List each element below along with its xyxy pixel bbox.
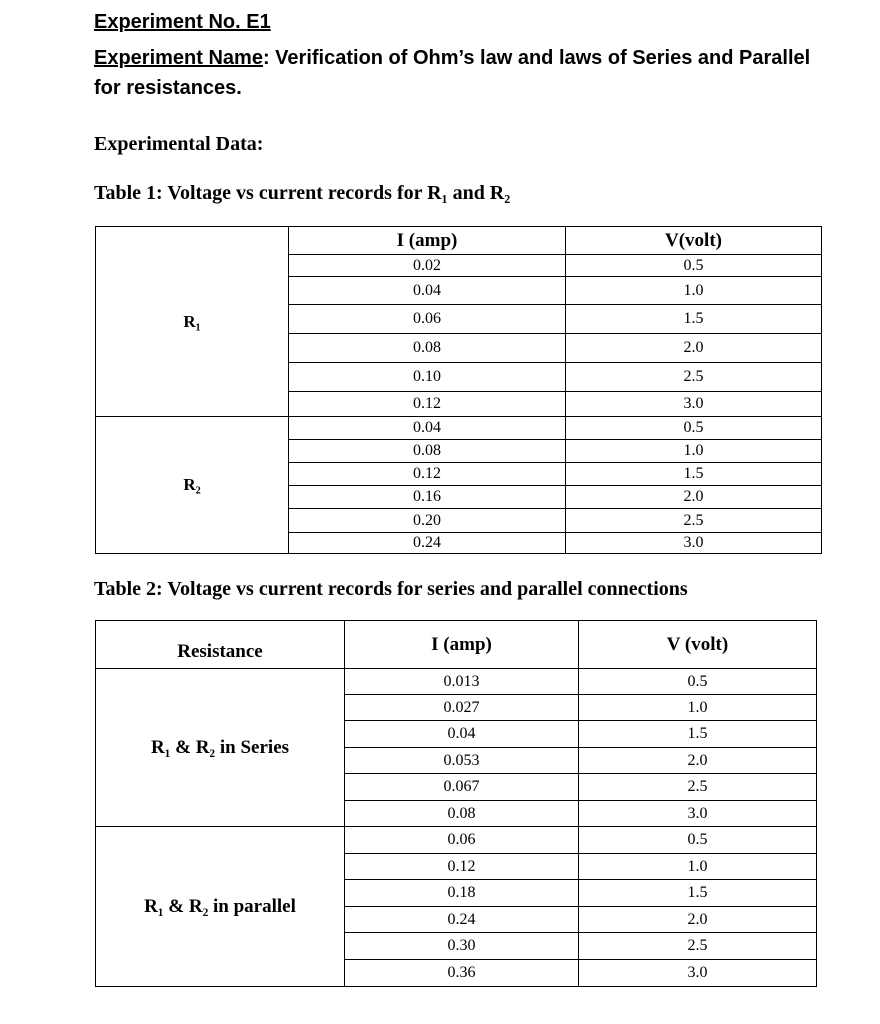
table-cell: 0.027 [345,695,579,721]
table-cell: 3.0 [579,960,817,987]
table-cell: 0.04 [289,417,566,440]
table-cell: 1.0 [579,695,817,721]
table1-group-label: R₂ [96,417,289,554]
table-cell: 1.5 [566,463,822,486]
table2-header-voltage: V (volt) [579,621,817,669]
table-cell: 0.053 [345,748,579,774]
table2 [95,620,817,987]
table2-group-label: R₁ & R₂ in parallel [96,827,345,987]
table-cell: 0.08 [345,801,579,827]
table-cell: 0.16 [289,486,566,509]
table-cell: 0.067 [345,774,579,801]
table-cell: 0.06 [289,305,566,334]
table-cell: 0.02 [289,255,566,277]
table-row [96,669,817,695]
table-cell: 0.12 [289,463,566,486]
table-cell: 0.5 [579,827,817,854]
table-row [96,827,817,854]
experiment-name-value: : Verification of Ohm’s law and laws of Series and Parallel for resistances. [94,47,811,99]
table-cell: 0.08 [289,334,566,363]
section-title: Experimental Data: [94,133,264,155]
table1-group-label: R₁ [96,227,289,417]
table2-group-label: R₁ & R₂ in Series [96,669,345,827]
table1-header-current: I (amp) [289,227,566,255]
table-cell: 0.04 [289,277,566,305]
table-cell: 0.36 [345,960,579,987]
table-cell: 0.18 [345,880,579,907]
table2-header-current: I (amp) [345,621,579,669]
experiment-name-label: Experiment Name [94,47,263,69]
table-cell: 0.24 [345,907,579,933]
table1-caption: Table 1: Voltage vs current records for R₁ and R₂ [94,182,511,204]
table-cell: 0.5 [579,669,817,695]
table-cell: 2.5 [579,933,817,960]
table-cell: 0.10 [289,363,566,392]
table-cell: 2.5 [579,774,817,801]
table2-header-resistance: Resistance [96,621,345,669]
table-cell: 1.0 [579,854,817,880]
table-cell: 1.5 [579,721,817,748]
table-cell: 2.0 [566,486,822,509]
table-cell: 0.12 [345,854,579,880]
table-cell: 0.20 [289,509,566,533]
table-cell: 2.0 [566,334,822,363]
table2-caption: Table 2: Voltage vs current records for series and parallel connections [94,578,688,600]
experiment-number: Experiment No. E1 [94,11,271,33]
table-row [96,417,822,440]
table-cell: 3.0 [579,801,817,827]
table1-header-voltage: V(volt) [566,227,822,255]
table-cell: 0.12 [289,392,566,417]
table-cell: 0.08 [289,440,566,463]
table-cell: 2.5 [566,363,822,392]
table-row [96,227,822,255]
table-row [96,621,817,669]
table1 [95,226,822,554]
table-cell: 2.0 [579,748,817,774]
table-cell: 0.06 [345,827,579,854]
experiment-name [94,43,814,103]
table-cell: 0.30 [345,933,579,960]
table-cell: 3.0 [566,392,822,417]
table-cell: 2.0 [579,907,817,933]
table-cell: 1.5 [566,305,822,334]
table-cell: 0.04 [345,721,579,748]
table-cell: 1.5 [579,880,817,907]
table-cell: 1.0 [566,440,822,463]
table-cell: 1.0 [566,277,822,305]
table-cell: 0.5 [566,417,822,440]
table-cell: 0.24 [289,533,566,554]
table-cell: 0.013 [345,669,579,695]
table-cell: 2.5 [566,509,822,533]
table-cell: 0.5 [566,255,822,277]
table-cell: 3.0 [566,533,822,554]
